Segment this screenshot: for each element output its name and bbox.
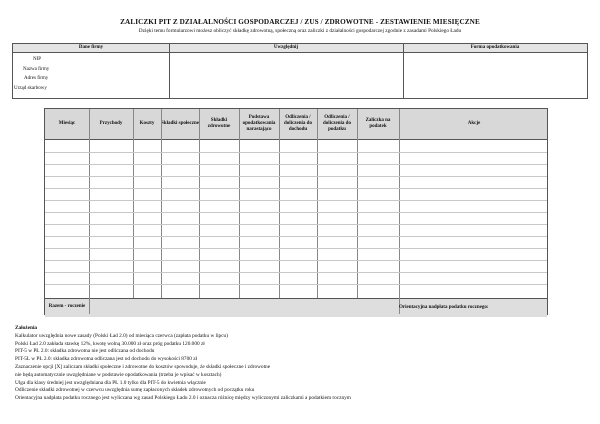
table-row — [45, 236, 547, 237]
page-title: ZALICZKI PIT Z DZIAŁALNOŚCI GOSPODARCZEJ / ZUS / ZDROWOTNE - ZESTAWIENIE MIESIĘCZNE — [120, 18, 480, 26]
tax-form-header: Forma opodatkowania — [403, 44, 587, 53]
table-row — [45, 176, 547, 177]
table-row — [45, 272, 547, 273]
note-line: Orientacyjna nadpłata podatku rocznego jest wyliczana wg zasad Polskiego Ładu 2.0 i oznacza różnicę między wyliczonymi zaliczkami a podatkiem rocznym — [15, 395, 351, 402]
table-row — [45, 164, 547, 165]
table-row — [45, 224, 547, 225]
info-divider — [169, 44, 170, 98]
table-row — [45, 212, 547, 213]
col-header-revenue: Przychody — [99, 121, 123, 126]
note-line: Polski Ład 2.0 zakłada stawkę 12%, kwotę wolną 30.000 zł oraz próg podatku 120.000 zł — [15, 340, 205, 347]
col-header-health-contrib: Składki zdrowotne — [207, 118, 231, 129]
col-header-tax-base: Podstawa opodatkowania narastająco — [242, 115, 276, 132]
col-header-tax-adj: Odliczenia / doliczenia do podatku — [323, 115, 351, 132]
col-header-social-contrib: Składki społeczne — [161, 121, 199, 126]
company-address-label: Adres firmy — [24, 76, 49, 81]
nip-label: NIP — [33, 57, 42, 62]
table-row — [45, 188, 547, 189]
note-line: Zaznaczenie opcji [X] zaliczam składki społeczne i zdrowotne do kosztów spowoduje, że składki społeczne i zdrowotne — [15, 363, 271, 370]
page-subtitle: Dzięki temu formularzowi możesz obliczyć składkę zdrowotną, społeczną oraz zaliczki z działalności gospodarczej zgodnie z zasadami Polskiego Ładu — [138, 28, 462, 34]
table-row — [45, 260, 547, 261]
col-header-costs: Koszty — [139, 121, 155, 126]
col-header-advance: Zaliczka na podatek — [365, 118, 391, 129]
note-line: PIT-5L w PŁ 2.0: składka zdrowotna odliczana jest od dochodu do wysokości 8700 zł — [15, 356, 198, 363]
company-info-section — [12, 43, 588, 99]
note-line: Odliczenie składki zdrowotnej w czerwcu uwzględnia sumę zapłaconych składek zdrowotnych od początku roku — [15, 387, 255, 394]
total-divider — [89, 298, 90, 314]
info-divider — [403, 44, 404, 98]
note-line: nie będą automatycznie uwzględniane w podstawie opodatkowania (trzeba je wpisać w kosztach) — [15, 371, 222, 378]
table-row — [45, 200, 547, 201]
assumptions-notes — [15, 325, 585, 403]
company-name-label: Nazwa firmy — [23, 67, 50, 72]
note-line: Kalkulator uwzględnia nowe zasady (Polski Ład 2.0) od miesiąca czerwca (zapłata podatku w lipcu) — [15, 332, 228, 339]
note-line: Ulga dla klasy średniej jest uwzględniana dla PŁ 1.0 tylko dla PIT-5 do kwietnia włącznie — [15, 379, 206, 386]
monthly-summary-table — [44, 108, 548, 315]
include-header: Uwzględnij — [169, 44, 403, 53]
col-header-actions: Akcje — [467, 121, 481, 126]
annual-overpayment-label: Orientacyjna nadpłata podatku rocznego: — [399, 305, 489, 310]
table-row — [45, 248, 547, 249]
note-line: PIT-5 w PŁ 2.0: składka zdrowotna nie jest odliczana od dochodu — [15, 348, 155, 355]
col-header-month: Miesiąc — [58, 121, 76, 126]
total-label: Razem - roczenie — [48, 304, 86, 309]
tax-office-label: Urząd skarbowy — [14, 86, 47, 91]
table-row — [45, 284, 547, 285]
col-header-income-adj: Odliczenia / doliczenia do dochodu — [284, 115, 312, 132]
notes-title: Założenia — [15, 325, 38, 331]
company-data-header: Dane firmy — [13, 44, 169, 53]
table-row — [45, 152, 547, 153]
